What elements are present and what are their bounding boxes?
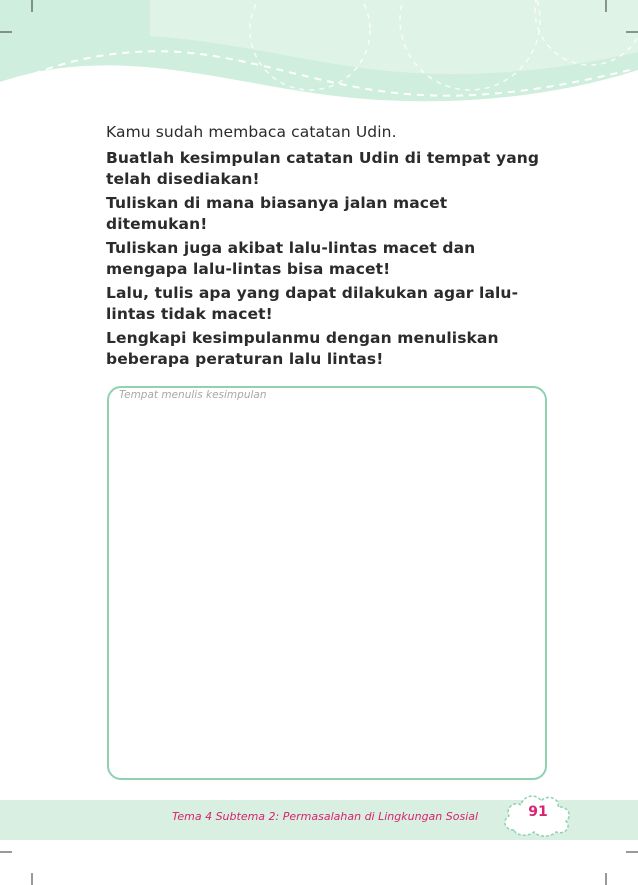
instruction-item: Lalu, tulis apa yang dapat dilakukan agar lalu-lintas tidak macet! xyxy=(106,284,519,323)
instructions xyxy=(106,122,546,373)
instruction-item: Tuliskan juga akibat lalu-lintas macet dan mengapa lalu-lintas bisa macet! xyxy=(106,239,476,278)
conclusion-writing-box[interactable] xyxy=(107,386,547,780)
footer-theme-text: Tema 4 Subtema 2: Permasalahan di Lingkungan Sosial xyxy=(172,810,479,823)
instruction-item: Buatlah kesimpulan catatan Udin di tempat yang telah disediakan! xyxy=(106,149,540,188)
intro-text: Kamu sudah membaca catatan Udin. xyxy=(106,123,397,141)
page-number: 91 xyxy=(528,804,548,820)
answer-box-label: Tempat menulis kesimpulan xyxy=(119,389,267,401)
header-decoration xyxy=(0,0,638,130)
instruction-item: Tuliskan di mana biasanya jalan macet ditemukan! xyxy=(106,194,448,233)
instruction-item: Lengkapi kesimpulanmu dengan menuliskan beberapa peraturan lalu lintas! xyxy=(106,329,499,368)
